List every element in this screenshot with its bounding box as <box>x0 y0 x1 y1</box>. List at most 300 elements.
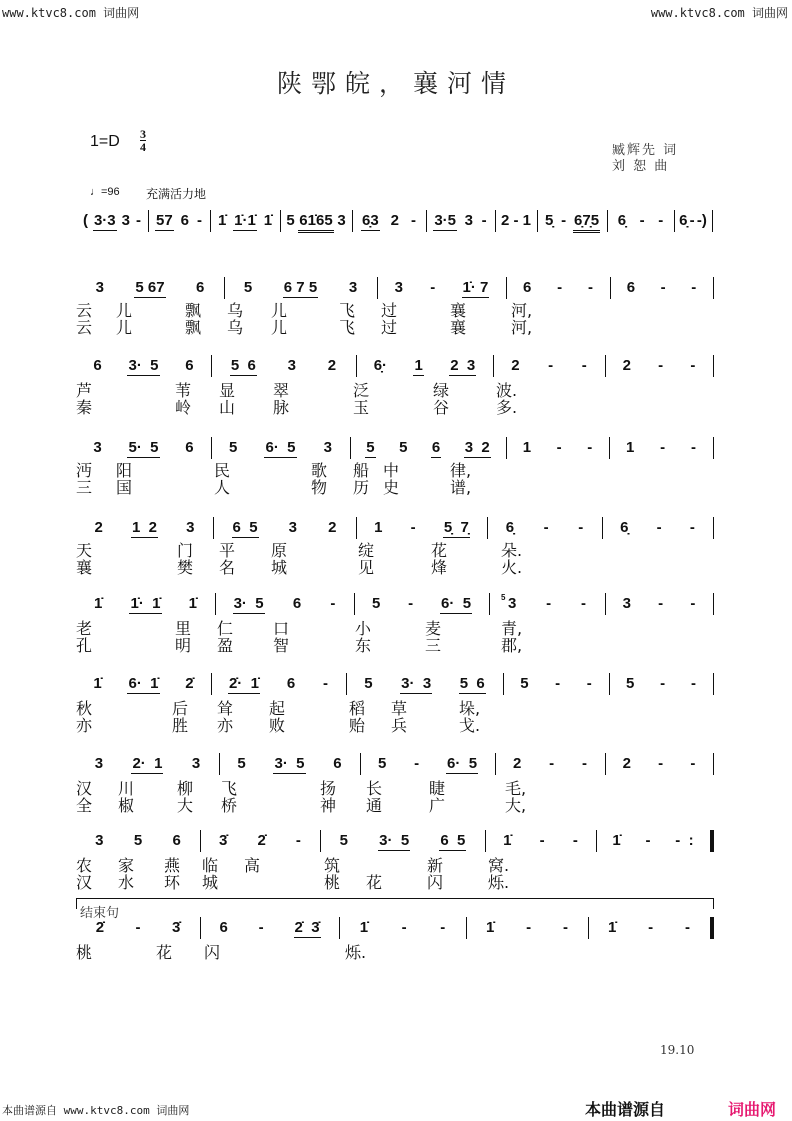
note-text: 5 <box>286 212 295 229</box>
note-text: 5 <box>625 675 635 692</box>
lyric-char: 兵 <box>391 716 408 735</box>
note-text: 2 <box>511 357 520 374</box>
dash-note <box>684 919 691 937</box>
barline <box>607 210 608 232</box>
measure <box>600 832 706 854</box>
note-text: - <box>660 439 666 456</box>
measure <box>499 755 601 777</box>
barline <box>713 673 714 695</box>
note-text: 5 6 <box>230 357 256 374</box>
ending-bracket <box>76 898 714 909</box>
lyric-char: 中 <box>383 461 400 480</box>
dash-note <box>689 357 696 375</box>
note-text: - <box>581 357 587 374</box>
note-text: 1̇ <box>485 919 495 936</box>
measure <box>284 212 348 234</box>
barline <box>148 210 149 232</box>
barline <box>537 210 538 232</box>
lyric-char: 水 <box>118 873 135 892</box>
lyric-char: 花 <box>156 943 173 962</box>
barline <box>466 917 467 939</box>
measure <box>364 755 491 777</box>
note-text: 5 67 <box>135 279 165 296</box>
dash-note <box>657 755 664 773</box>
lyric-char: 飘 <box>185 301 202 320</box>
note-text: 6 5 <box>440 832 466 849</box>
lyric-char: 环 <box>164 873 181 892</box>
lyric-char: 农 <box>76 856 93 875</box>
barline <box>224 277 225 299</box>
lyric-char: 败 <box>269 716 286 735</box>
time-signature-bottom: 4 <box>140 140 146 154</box>
note <box>622 357 632 375</box>
barline <box>609 437 610 459</box>
note <box>619 519 629 537</box>
measure <box>381 279 502 301</box>
dash-note <box>525 919 532 937</box>
dash-note <box>543 519 550 537</box>
note-text: 6· 5 <box>265 439 296 456</box>
lyric-char: 贻 <box>349 716 366 735</box>
lyric-char: 闪 <box>204 943 221 962</box>
note-text: - <box>689 212 695 229</box>
dash-note <box>554 675 561 693</box>
note <box>294 919 321 938</box>
measure <box>592 919 706 941</box>
note-text: - <box>555 675 561 692</box>
note-text: 5 <box>520 675 529 692</box>
lyric-char: 天 <box>76 541 93 560</box>
note <box>327 519 337 537</box>
lyric-char: 汉 <box>76 779 93 798</box>
note-text: 3 <box>464 212 474 229</box>
note <box>449 357 476 376</box>
lyric-char: 烽 <box>431 558 448 577</box>
note <box>361 212 380 231</box>
note-text: 1̇ <box>503 832 512 849</box>
note <box>502 832 512 850</box>
note <box>512 755 522 773</box>
lyric-char: 襄 <box>450 301 467 320</box>
note-text: - <box>639 212 645 229</box>
lyric-char: 显 <box>219 381 236 400</box>
lyric-char: 云 <box>76 318 93 337</box>
note-text: - <box>587 439 593 456</box>
note-text: 1 2 <box>131 519 158 536</box>
note <box>625 675 635 693</box>
dash-note <box>258 919 265 937</box>
note <box>236 755 246 773</box>
lyric-char: 飞 <box>339 301 356 320</box>
lyric-char: 长 <box>366 779 383 798</box>
note <box>339 832 349 850</box>
barline <box>506 437 507 459</box>
note <box>188 595 198 613</box>
lyric-char: 人 <box>214 478 231 497</box>
measure <box>350 675 499 697</box>
note <box>431 439 441 458</box>
lyric-char: 睫 <box>429 779 446 798</box>
note-text: 6 <box>93 357 102 374</box>
note <box>92 675 102 693</box>
note <box>464 439 491 458</box>
note <box>446 755 478 774</box>
note-text: 3· 3 <box>401 675 432 692</box>
measure <box>223 755 356 777</box>
lyric-char: 云 <box>76 301 93 320</box>
note <box>171 919 181 937</box>
barline <box>609 673 610 695</box>
lyric-char: 樊 <box>177 558 194 577</box>
note-text: - <box>582 755 588 772</box>
time-signature-top: 3 <box>140 127 146 141</box>
lyric-char: 桥 <box>221 796 238 815</box>
lyric-char: 临 <box>202 856 219 875</box>
lyric-char: 绿 <box>433 381 450 400</box>
measure <box>609 755 709 777</box>
note <box>398 439 408 457</box>
lyric-char: 汉 <box>76 873 93 892</box>
note-text: - <box>548 357 554 374</box>
note-text: - <box>660 279 666 296</box>
note <box>95 279 105 297</box>
note-text: - <box>557 279 563 296</box>
measure <box>510 279 606 301</box>
note-text: 6 <box>172 832 181 849</box>
note-text: 3 2 <box>464 439 490 456</box>
note-text: 5 <box>366 439 375 456</box>
barline <box>588 917 589 939</box>
barline <box>360 753 361 775</box>
dash-note <box>407 595 414 613</box>
barline <box>493 355 494 377</box>
lyric-char: 亦 <box>217 716 234 735</box>
note <box>185 519 195 537</box>
note-text: ( <box>82 212 88 229</box>
note-text: 2 3 <box>450 357 476 374</box>
measure <box>613 439 709 461</box>
lyric-char: 东 <box>355 636 372 655</box>
barline <box>280 210 281 232</box>
note <box>323 439 333 457</box>
barline <box>339 917 340 939</box>
note-text: 3·3 <box>93 212 116 229</box>
lyric-char: 乌 <box>227 301 244 320</box>
note-text: 2̇ <box>257 832 266 849</box>
lyric-char: 沔 <box>76 461 93 480</box>
note <box>184 357 194 375</box>
barline <box>210 210 211 232</box>
dash-note <box>135 919 142 937</box>
dash-note <box>562 919 569 937</box>
note-text: 6 <box>431 439 441 456</box>
lyric-char: 物 <box>311 478 328 497</box>
lyric-char: 秋 <box>76 699 93 718</box>
note-text: - <box>135 212 141 229</box>
lyric-char: 老 <box>76 619 93 638</box>
dash-note <box>689 519 696 537</box>
lyric-char: 郡, <box>501 636 523 655</box>
note-text: 1̇ <box>217 212 227 229</box>
measure <box>80 675 207 697</box>
note-text: 6̣ <box>617 212 627 229</box>
note <box>228 675 260 694</box>
note-text: 1 <box>625 439 635 456</box>
note-text: 6̣· <box>373 357 388 374</box>
lyric-char: 脉 <box>273 398 290 417</box>
lyric-char: 大, <box>505 796 527 815</box>
dash-note <box>329 595 336 613</box>
dash-note <box>196 212 203 230</box>
note <box>92 439 102 457</box>
measure <box>360 357 489 379</box>
note-text: 3 <box>186 519 195 536</box>
dash-note <box>512 212 519 230</box>
lyric-char: 谱, <box>450 478 472 497</box>
measure <box>489 832 592 854</box>
lyric-char: 玉 <box>353 398 370 417</box>
dash-note <box>690 279 697 297</box>
barline <box>219 753 220 775</box>
note <box>464 212 474 230</box>
dash-note <box>545 595 552 613</box>
dash-note <box>548 755 555 773</box>
barline <box>610 277 611 299</box>
measure <box>217 519 352 541</box>
dash-note <box>572 832 579 850</box>
composer-credit: 刘 恕 曲 <box>612 159 670 174</box>
lyric-char: 苇 <box>175 381 192 400</box>
lyric-char: 草 <box>391 699 408 718</box>
lyric-char: 朵. <box>501 541 523 560</box>
note-text: 3·5 <box>434 212 457 229</box>
lyric-char: 船 <box>353 461 370 480</box>
barline <box>489 593 490 615</box>
note <box>133 832 143 850</box>
note-text: - <box>645 832 651 849</box>
note <box>129 595 161 614</box>
lyric-char: 小 <box>355 619 372 638</box>
note <box>678 212 688 230</box>
note-text: - <box>691 279 697 296</box>
note-text: 2 <box>328 519 337 536</box>
note-text: 3 <box>323 439 332 456</box>
note <box>285 212 295 230</box>
barline <box>350 437 351 459</box>
dash-note <box>587 279 594 297</box>
note-text: 5 6 <box>459 675 485 692</box>
note-text: 6· 5 <box>441 595 472 612</box>
measure <box>228 279 373 301</box>
lyric-char: 飞 <box>339 318 356 337</box>
note <box>195 279 205 297</box>
lyric-char: 通 <box>366 796 383 815</box>
note-text: 3 <box>95 279 105 296</box>
note <box>127 357 159 376</box>
footer-source-label: 本曲谱源自 <box>585 1100 666 1119</box>
measure <box>324 832 481 854</box>
dash-note <box>410 519 417 537</box>
lyric-char: 过 <box>381 318 398 337</box>
note <box>127 439 159 458</box>
note <box>522 279 532 297</box>
note-text: 6̣ <box>505 519 515 536</box>
barline <box>713 753 714 775</box>
note-text: - <box>430 279 436 296</box>
dash-note <box>656 519 663 537</box>
dash-note <box>660 279 667 297</box>
note <box>184 675 194 693</box>
note-text: 5 <box>243 279 253 296</box>
barline <box>200 917 201 939</box>
note <box>371 595 381 613</box>
note-text: - <box>563 919 569 936</box>
note <box>500 212 510 230</box>
note-text: 1̇ <box>93 675 102 692</box>
lyric-char: 翠 <box>273 381 290 400</box>
note-text: 2 <box>327 357 337 374</box>
measure <box>510 439 605 461</box>
note <box>298 212 333 233</box>
measure <box>507 675 605 697</box>
barline <box>211 437 212 459</box>
note <box>622 755 632 773</box>
measure <box>678 212 708 234</box>
note-text: 5 <box>371 595 381 612</box>
lyric-char: 柳 <box>177 779 194 798</box>
lyric-char: 花 <box>431 541 448 560</box>
measure <box>354 439 502 461</box>
barline <box>605 753 606 775</box>
key-signature: 1=D <box>90 133 120 150</box>
note-text: 5· 5 <box>128 439 159 456</box>
lyric-char: 民 <box>214 461 231 480</box>
note <box>611 832 621 850</box>
note <box>626 279 636 297</box>
note-text: - <box>691 675 697 692</box>
lyric-char: 岭 <box>175 398 192 417</box>
note-text: 2 <box>390 212 399 229</box>
note <box>233 595 265 614</box>
note <box>218 832 228 850</box>
note-text: - <box>401 919 407 936</box>
time-signature <box>140 128 146 153</box>
note <box>459 675 486 694</box>
note-text: 2 <box>512 755 522 772</box>
note-text: 1 <box>522 439 532 456</box>
lyric-char: 儿 <box>271 318 288 337</box>
note-text: 1̇ <box>94 595 103 612</box>
note-text: 57 <box>155 212 173 229</box>
lyric-char: 儿 <box>116 318 133 337</box>
tempo-marking: ♩=96 <box>90 186 120 198</box>
note <box>94 755 104 773</box>
note <box>94 519 104 537</box>
note-text: - <box>481 212 487 229</box>
lyric-char: 烁. <box>345 943 367 962</box>
note-text: - <box>556 439 562 456</box>
note-text: 3· 5 <box>274 755 305 772</box>
note <box>622 595 632 613</box>
note <box>288 519 298 537</box>
lyric-char: 麦 <box>425 619 442 638</box>
measure <box>493 595 601 617</box>
note-text: - <box>690 595 696 612</box>
lyric-char: 城 <box>202 873 219 892</box>
measure <box>215 675 342 697</box>
note <box>625 439 635 457</box>
note <box>292 595 302 613</box>
measure <box>491 519 598 541</box>
note-text: 6· 1̇ <box>128 675 159 692</box>
note <box>544 212 554 230</box>
note-text: 6̣3 <box>361 212 379 229</box>
note-text: 3̇ <box>219 832 228 849</box>
ending-label: 结束句 <box>80 906 120 921</box>
barline <box>211 673 212 695</box>
note-text: - <box>660 675 666 692</box>
note <box>217 212 227 230</box>
barline <box>215 593 216 615</box>
lyric-char: 川 <box>118 779 135 798</box>
note-text: 1̇· 1̇ <box>130 595 161 612</box>
dash-note <box>674 832 694 850</box>
dash-note <box>547 357 554 375</box>
measure <box>499 212 533 234</box>
note-text: - <box>330 595 336 612</box>
measure <box>343 919 462 941</box>
note <box>485 919 495 937</box>
note <box>378 832 410 851</box>
note <box>617 212 627 230</box>
lyric-char: 史 <box>383 478 400 497</box>
note <box>95 919 105 937</box>
note <box>228 439 238 457</box>
lyric-char: 大 <box>177 796 194 815</box>
note-text: -) <box>696 212 707 229</box>
measure <box>215 439 346 461</box>
measure <box>219 595 350 617</box>
note-text: 5̣ 7̣ <box>443 519 469 536</box>
lyric-char: 全 <box>76 796 93 815</box>
lyric-char: 里 <box>175 619 192 638</box>
measure <box>613 675 709 697</box>
lyric-char: 神 <box>320 796 337 815</box>
note-text: 2 <box>622 755 631 772</box>
note-text: - <box>546 595 552 612</box>
lyric-char: 门 <box>177 541 194 560</box>
lyric-char: 稻 <box>349 699 366 718</box>
lyric-char: 火. <box>501 558 523 577</box>
note-text: 6 <box>522 279 532 296</box>
lyric-char: 垛, <box>459 699 481 718</box>
lyric-char: 桃 <box>324 873 341 892</box>
note-text: 1 <box>522 212 531 229</box>
note-text: - <box>578 519 584 536</box>
note-text: 5 <box>237 755 246 772</box>
dash-note <box>556 439 563 457</box>
dash-note <box>657 212 664 230</box>
lyric-char: 家 <box>118 856 135 875</box>
note-text: 2 <box>501 212 510 229</box>
dash-note <box>580 595 587 613</box>
lyric-char: 儿 <box>271 301 288 320</box>
lyric-char: 明 <box>175 636 192 655</box>
barline <box>713 355 714 377</box>
lyric-char: 歌 <box>311 461 328 480</box>
note-text: - <box>572 832 578 849</box>
measure <box>80 832 196 854</box>
